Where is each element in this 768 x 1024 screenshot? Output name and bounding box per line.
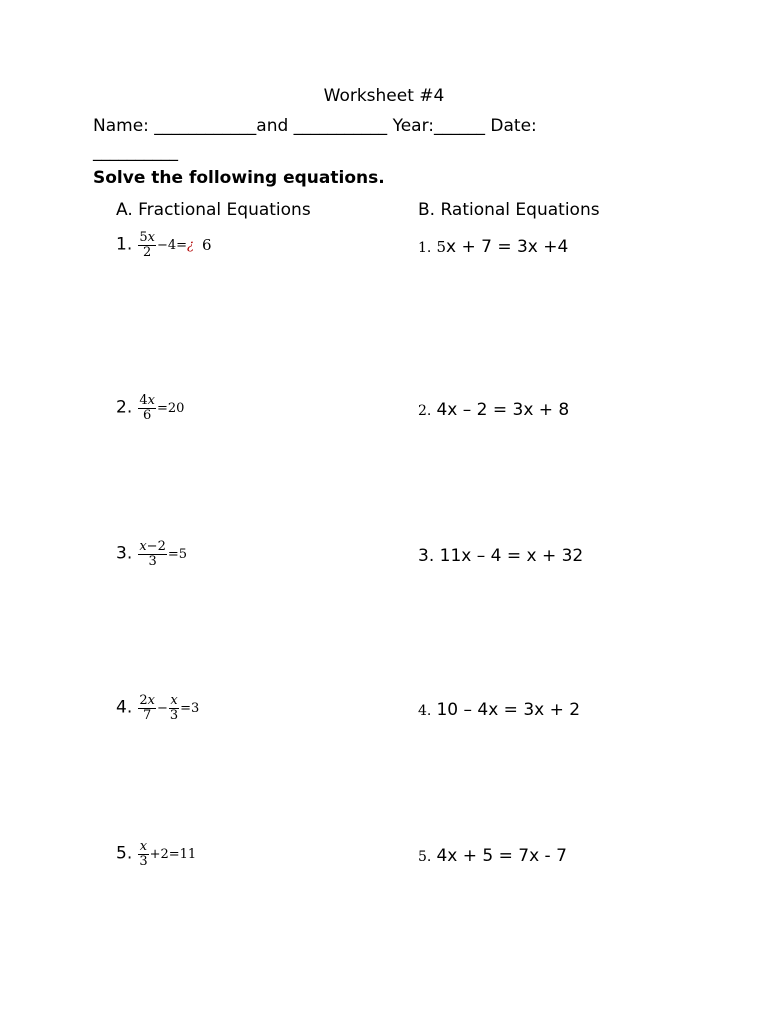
- problem-number: 5.: [418, 849, 432, 865]
- fractional-problem-1: [116, 231, 212, 259]
- section-a-heading: A. Fractional Equations: [116, 200, 311, 220]
- equation: $\frac{4x}{6}$ =20: [139, 393, 185, 423]
- equation: $\frac{x-2}{3}$ =5: [139, 539, 188, 569]
- fraction: $\frac{2x}{7}$: [139, 693, 155, 723]
- fraction: $\frac{x}{3}$: [169, 693, 179, 723]
- instructions: Solve the following equations.: [93, 168, 385, 188]
- problem-number: 1.: [418, 240, 432, 256]
- fractional-problem-4: [116, 694, 199, 722]
- problem-number: 1.: [116, 234, 133, 255]
- student-info-line: Name: ____________and ___________ Year:______ Date:: [93, 116, 537, 136]
- unknown-glyph: ¿: [187, 237, 194, 253]
- problem-number: 3.: [116, 543, 133, 564]
- problem-number: 2.: [116, 397, 133, 418]
- fractional-problem-5: [116, 840, 196, 868]
- equation: x + 7 = 3x +4: [446, 237, 569, 257]
- problem-number: 4.: [116, 697, 133, 718]
- problem-number: 5.: [116, 843, 133, 864]
- rational-problem-1: 1. 5x + 7 = 3x +4: [418, 237, 569, 257]
- equation: 10 – 4x = 3x + 2: [436, 700, 581, 720]
- equation: 3. 11x – 4 = x + 32: [418, 546, 584, 566]
- rational-problem-2: [418, 400, 569, 420]
- equation: 4x + 5 = 7x - 7: [436, 846, 567, 866]
- equation: $\frac{x}{3}$ +2=11: [139, 839, 197, 869]
- fraction: $\frac{x}{3}$: [139, 839, 148, 869]
- problem-number: 2.: [418, 403, 432, 419]
- worksheet-title: Worksheet #4: [323, 86, 445, 106]
- equation: $\frac{5x}{2}$ −4= ¿ 6: [139, 230, 212, 260]
- rational-problem-4: [418, 700, 580, 720]
- fractional-problem-2: [116, 394, 184, 422]
- fractional-problem-3: [116, 540, 187, 568]
- fraction: $\frac{x-2}{3}$: [139, 539, 166, 569]
- section-b-heading: B. Rational Equations: [418, 200, 600, 220]
- equation: 4x – 2 = 3x + 8: [436, 400, 570, 420]
- date-blank: __________: [93, 142, 178, 162]
- rational-problem-5: [418, 846, 567, 866]
- fraction: $\frac{4x}{6}$: [139, 393, 155, 423]
- rational-problem-3: [418, 546, 583, 566]
- problem-number: 4.: [418, 703, 432, 719]
- fraction: $\frac{5x}{2}$: [139, 230, 155, 260]
- equation: $\frac{2x}{7}$ − $\frac{x}{3}$ =3: [139, 693, 200, 723]
